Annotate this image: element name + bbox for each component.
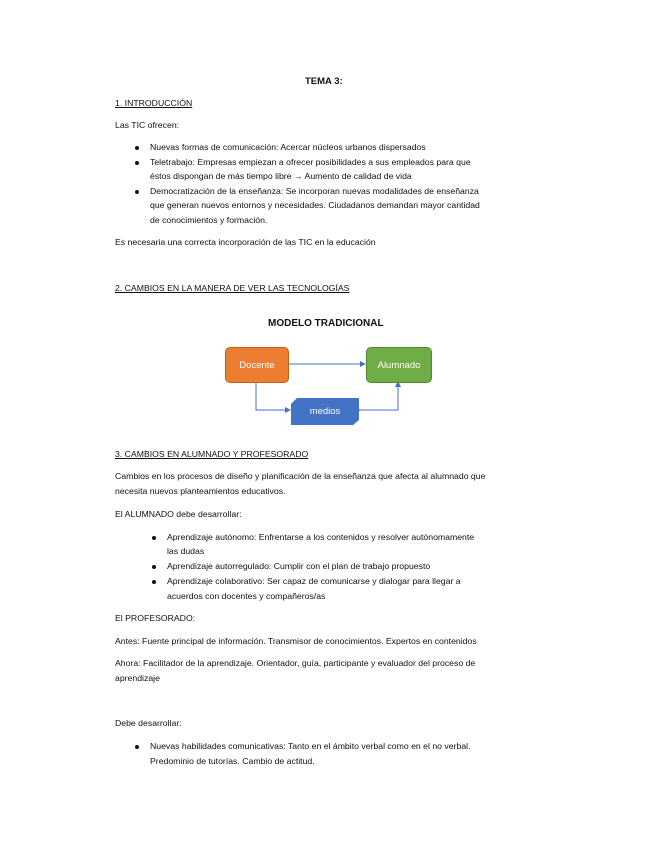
alumnado-label: Alumnado [377, 359, 421, 371]
s1-bullet-3-line-1: Democratización de la enseñanza: Se incorporan nuevas modalidades de enseñanza [150, 186, 479, 196]
diagram-title: MODELO TRADICIONAL [268, 318, 384, 329]
bullet-icon [152, 580, 156, 584]
profesorado-heading: El PROFESORADO: [115, 613, 196, 623]
s1-bullet-2-line-2: éstos dispongan de más tiempo libre → Aumento de calidad de vida [150, 171, 412, 181]
bullet-icon [152, 536, 156, 540]
debe-desarrollar: Debe desarrollar: [115, 718, 182, 728]
s1-bullet-3-line-2: que generan nuevos entornos y necesidades. Ciudadanos demandan mayor cantidad [150, 200, 480, 210]
alumnado-bullet-1-line-2: las dudas [167, 546, 205, 556]
section-2-heading: 2. CAMBIOS EN LA MANERA DE VER LAS TECNOLOGÍAS [115, 283, 350, 293]
modelo-tradicional-diagram [215, 312, 440, 432]
alumnado-bullet-1-line-1: Aprendizaje autónomo: Enfrentarse a los contenidos y resolver autónomamente [167, 532, 475, 542]
alumnado-bullet-3-line-1: Aprendizaje colaborativo: Ser capaz de comunicarse y dialogar para llegar a [167, 576, 461, 586]
page-title: TEMA 3: [305, 76, 343, 87]
docente-medios-arrow [256, 382, 290, 410]
bullet-icon [152, 565, 156, 569]
medios-box [291, 398, 359, 425]
docente-label: Docente [239, 359, 275, 371]
docente-box [225, 347, 289, 383]
bullet-icon [135, 745, 139, 749]
bullet-icon [135, 161, 139, 165]
medios-alumnado-arrow [360, 382, 398, 410]
bullet-icon [135, 146, 139, 150]
final-bullet-line-2: Predominio de tutorías. Cambio de actitud. [150, 756, 315, 766]
s1-bullet-3-line-3: de conocimientos y formación. [150, 215, 268, 225]
section-1-closing: Es necesaria una correcta incorporación de las TIC en la educación [115, 237, 376, 247]
section-1-heading: 1. INTRODUCCIÓN [115, 98, 193, 108]
s3-paragraph-line-1: Cambios en los procesos de diseño y planificación de la enseñanza que afecta al alumnado que [115, 471, 486, 481]
profesorado-antes: Antes: Fuente principal de información. Transmisor de conocimientos. Expertos en contenidos [115, 636, 477, 646]
alumnado-bullet-3-line-2: acuerdos con docentes y compañeros/as [167, 591, 326, 601]
s1-bullet-1-line-1: Nuevas formas de comunicación: Acercar núcleos urbanos dispersados [150, 142, 426, 152]
profesorado-ahora-line-2: aprendizaje [115, 673, 160, 683]
alumnado-box [366, 347, 432, 383]
section-1-intro: Las TIC ofrecen: [115, 120, 180, 130]
section-3-heading: 3. CAMBIOS EN ALUMNADO Y PROFESORADO [115, 449, 309, 459]
bullet-icon [135, 190, 139, 194]
s1-bullet-2-line-1: Teletrabajo: Empresas empiezan a ofrecer posibilidades a sus empleados para que [150, 157, 471, 167]
s3-paragraph-line-2: necesita nuevos planteamientos educativos. [115, 486, 286, 496]
profesorado-ahora-line-1: Ahora: Facilitador de la aprendizaje. Orientador, guía, participante y evaluador del proceso de [115, 658, 476, 668]
alumnado-intro: El ALUMNADO debe desarrollar: [115, 509, 242, 519]
medios-label: medios [309, 406, 341, 417]
alumnado-bullet-2-line-1: Aprendizaje autorregulado: Cumplir con el plan de trabajo propuesto [167, 561, 431, 571]
final-bullet-line-1: Nuevas habilidades comunicativas: Tanto en el ámbito verbal como en el no verbal. [150, 741, 471, 751]
